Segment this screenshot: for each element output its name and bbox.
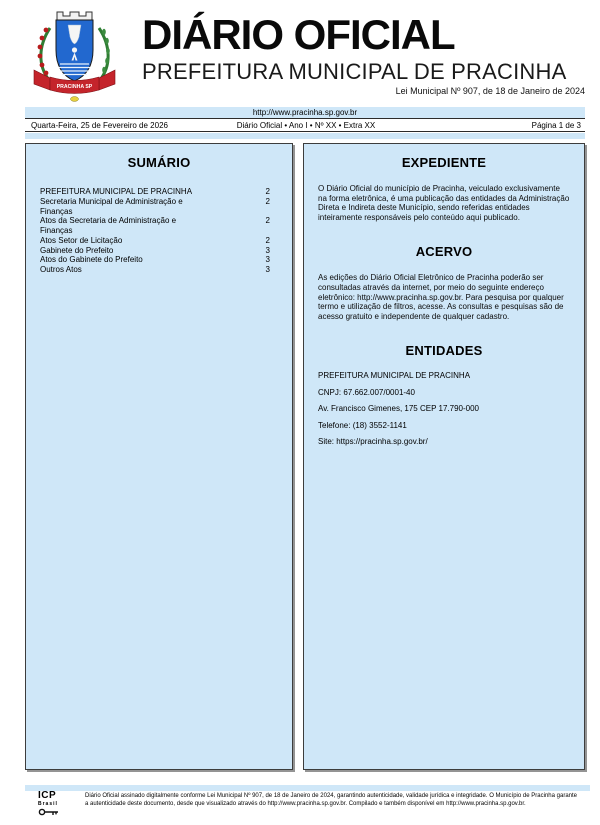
list-item	[40, 187, 270, 197]
list-item	[40, 255, 270, 265]
expediente-text: O Diário Oficial do município de Pracinha, veiculado exclusivamente na forma eletrônica, é uma publicação das entidades da Administração Direta e Indireta deste Município, sendo referidas entidades inteiramente responsáveis pelo conteúdo aqui publicado.	[318, 184, 570, 222]
footer-divider-strip	[25, 785, 590, 791]
page-title: DIÁRIO OFICIAL	[142, 11, 455, 58]
toc-entry-page: 3	[265, 265, 270, 274]
toc-entry-label: Outros Atos	[40, 265, 82, 274]
edition-date: Quarta-Feira, 25 de Fevereiro de 2026	[31, 120, 168, 130]
key-icon	[38, 808, 60, 816]
edition-number: Diário Oficial • Ano I • Nº XX • Extra XX	[236, 120, 376, 130]
entidades-title: ENTIDADES	[405, 343, 483, 359]
toc-entry-page: 3	[265, 255, 270, 265]
toc-entry-label: Atos do Gabinete do Prefeito	[40, 255, 143, 265]
toc-entry-page: 2	[265, 216, 270, 226]
entity-address: Av. Francisco Gimenes, 175 CEP 17.790-000	[318, 404, 479, 414]
entity-site: Site: https://pracinha.sp.gov.br/	[318, 437, 428, 447]
acervo-text: As edições do Diário Oficial Eletrônico de Pracinha poderão ser consultadas através da internet, por meio do seguinte endereço eletrônico: http://www.pracinha.sp.gov.br. Para pesquisa por qualquer termo e utilização de filtros, acesse. As consultas e pesquisas são de acesso gratuito e independente de qualquer cadastro.	[318, 273, 564, 321]
expediente-title: EXPEDIENTE	[401, 155, 487, 170]
website-url: http://www.pracinha.sp.gov.br	[252, 108, 358, 117]
entidades-list	[318, 371, 570, 446]
footer-legal-text: Diário Oficial assinado digitalmente conforme Lei Municipal Nº 907, de 18 de Janeiro de 2024, garantindo autenticidade, validade jurídica e integridade. O Município de Pracinha garante a autenticidade deste documento, desde que visualizado através do http://www.pracinha.sp.gov.br. Compilado e também disponível em http://www.pracinha.sp.gov.br.	[85, 793, 577, 808]
toc-entry-page: 2	[265, 187, 270, 196]
law-reference: Lei Municipal Nº 907, de 18 de Janeiro de 2024	[395, 86, 585, 96]
toc-entry-label: Atos da Secretaria de Administração e Finanças	[40, 216, 177, 235]
list-item	[40, 246, 270, 256]
list-item	[40, 265, 270, 275]
website-bar	[25, 107, 585, 119]
entity-name: PREFEITURA MUNICIPAL DE PRACINHA	[318, 371, 471, 381]
edition-bar	[25, 119, 585, 132]
entity-phone: Telefone: (18) 3552-1141	[318, 420, 407, 430]
toc-entry-page: 3	[265, 245, 270, 255]
toc-entry-page: 2	[265, 235, 270, 245]
toc-entry-label: Gabinete do Prefeito	[40, 245, 114, 255]
expediente-panel	[303, 143, 585, 770]
list-item	[40, 197, 270, 217]
icp-logo-text: ICP	[38, 790, 57, 801]
coat-ribbon-text: PRACINHA SP	[56, 84, 93, 90]
summary-list	[40, 187, 270, 275]
masthead	[142, 11, 582, 85]
toc-entry-label: Atos Setor de Licitação	[40, 235, 123, 245]
toc-entry-page: 2	[265, 196, 270, 206]
divider-strip	[25, 133, 585, 139]
municipal-coat-of-arms	[26, 6, 123, 116]
summary-panel	[25, 143, 293, 770]
list-item	[40, 216, 270, 236]
list-item	[40, 236, 270, 246]
icp-logo-subtext: Brasil	[38, 801, 58, 807]
toc-entry-label: Secretaria Municipal de Administração e Finanças	[40, 196, 183, 216]
toc-entry-label: PREFEITURA MUNICIPAL DE PRACINHA	[40, 187, 193, 196]
coat-of-arms-graphic	[26, 6, 123, 116]
acervo-title: ACERVO	[415, 244, 473, 260]
entity-cnpj: CNPJ: 67.662.007/0001-40	[318, 387, 415, 397]
info-bar	[25, 107, 585, 139]
page-indicator: Página 1 de 3	[531, 120, 581, 130]
page-subtitle: PREFEITURA MUNICIPAL DE PRACINHA	[142, 58, 567, 84]
icp-brasil-logo	[38, 791, 72, 816]
summary-title: SUMÁRIO	[127, 155, 191, 170]
